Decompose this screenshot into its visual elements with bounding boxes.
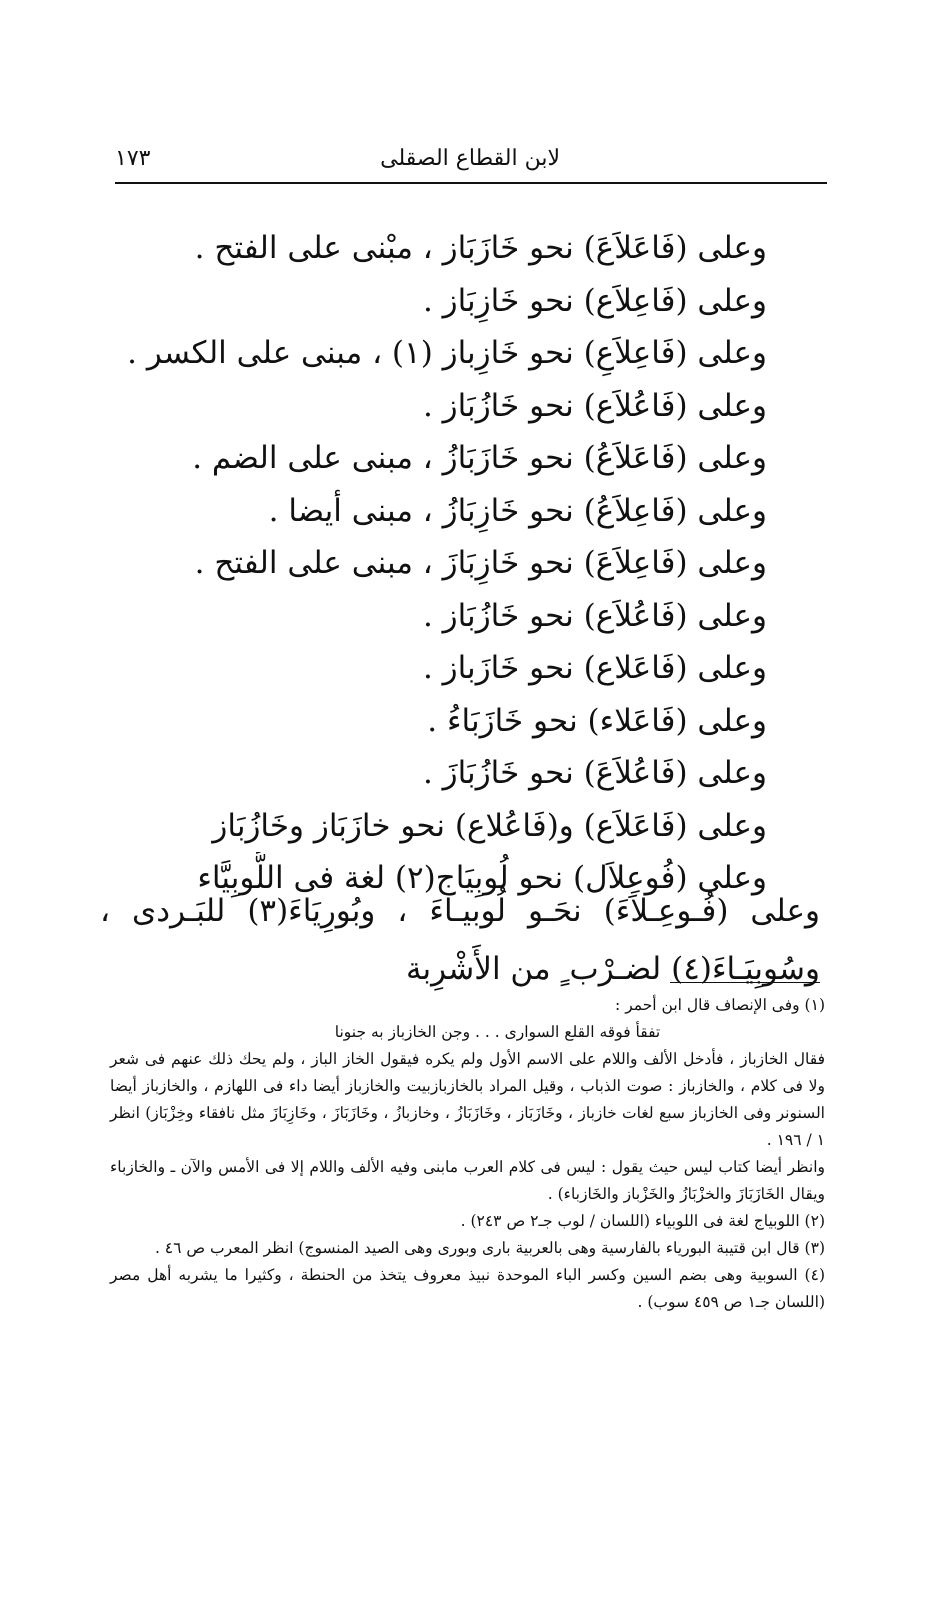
footnote-1-poem: تفقأ فوقه القلع السوارى . . . وجن الخازباز به جنونا — [334, 1023, 661, 1041]
footnote-2: (٢) اللوبياج لغة فى اللوبياء (اللسان / لوب جـ٢ ص ٢٤٣) . — [460, 1212, 825, 1230]
header-title: لابن القطاع الصقلى — [380, 146, 560, 171]
footnote-1-body: فقال الخازباز ، فأدخل الألف واللام على الاسم الأول ولم يكره فيقول الخاز الباز ، ولم يحك ذلك عنهم فى شعر ولا فى كلام ، والخازباز : صوت الذباب ، وقيل المراد بالخازبازبيت والخازباز أيضا داء فى اللهازم ، والخازباز أيضا السنونر وفى الخازباز سبع لغات خازباز ، وخَازَبَاز ، وخَازَبَازُ ، وخازبازُ ، وخَازَبَازَ ، وخَازِبَازَ مثل نافقاء وخِزْبَاز) انظر ١ / ١٩٦ . — [110, 1050, 825, 1149]
main-text — [100, 222, 767, 905]
footnotes — [110, 992, 825, 1316]
text-line: وعلى (فَاعُلاَعَ) نحو خَازُبَازَ . — [422, 755, 767, 791]
last-paragraph: وعلى (فُـوعِـلاَءَ) نحَـو لُوبيـاءَ ، وبُورِيَاءَ(٣) للبَـردى ، وسُوبِيَـاءَ(٤) لضـرْب ٍ من الأَشْرِبة — [100, 893, 820, 987]
text-line: وعلى (فَاعِلاَعَ) نحو خَازِبَازَ ، مبنى على الفتح . — [194, 545, 767, 581]
text-line: وعلى (فَاعَلاَعَ) نحو خَازَبَاز ، مبْنى على الفتح . — [194, 230, 767, 266]
footnote-3: (٣) قال ابن قتيبة البورياء بالفارسية وهى بالعربية بارى وبورى وهى الصيد المنسوج) انظر المعرب ص ٤٦ . — [154, 1239, 825, 1257]
footnote-1-intro: (١) وفى الإنصاف قال ابن أحمر : — [615, 996, 825, 1014]
footnote-1-more: وانظر أيضا كتاب ليس حيث يقول : ليس فى كلام العرب مابنى وفيه الألف واللام إلا فى الأمس والآن ـ والخازباء ويقال الخَازَبَازَ والخزْبَازُ والخَزْباز والخَازباء) . — [110, 1158, 825, 1203]
running-header — [115, 140, 825, 184]
footnote-4: (٤) السوبية وهى بضم السين وكسر الباء الموحدة نبيذ معروف يتخذ من الحنطة ، وكثيرا ما يشربه أهل مصر (اللسان جـ١ ص ٤٥٩ سوب) . — [110, 1266, 825, 1311]
text-line: وعلى (فَاعَلاَع) و(فَاعُلاع) نحو خازَبَاز وخَازُبَاز — [212, 807, 767, 844]
text-line: وعلى (فَاعُلاَع) نحو خَازُبَاز . — [422, 597, 767, 634]
text-line: وعلى (فَاعَلاء) نحو خَازَبَاءُ . — [427, 702, 767, 739]
text-line: وعلى (فَاعِلاَعُ) نحو خَازِبَازُ ، مبنى أيضا . — [268, 492, 767, 529]
text-line: وعلى (فَاعَلاع) نحو خَازَباز . — [422, 650, 767, 686]
text-line: وعلى (فَاعَلاَعُ) نحو خَازَبَازُ ، مبنى على الضم . — [192, 440, 767, 476]
header-rule — [115, 182, 827, 184]
text-line: وعلى (فَاعِلاَع) نحو خَازِبَاز . — [422, 282, 767, 319]
text-line: وعلى (فَاعُلاَع) نحو خَازُبَاز . — [422, 387, 767, 424]
footnote-separator — [670, 982, 820, 983]
page-number: ١٧٣ — [115, 146, 151, 171]
text-line: وعلى (فُوعِلاَل) نحو لُوبِيَاج(٢) لغة فى اللُّوبِيَّاء — [197, 860, 767, 896]
text-line: وعلى (فَاعِلاَعِ) نحو خَازِباز (١) ، مبنى على الكسر . — [127, 335, 767, 371]
